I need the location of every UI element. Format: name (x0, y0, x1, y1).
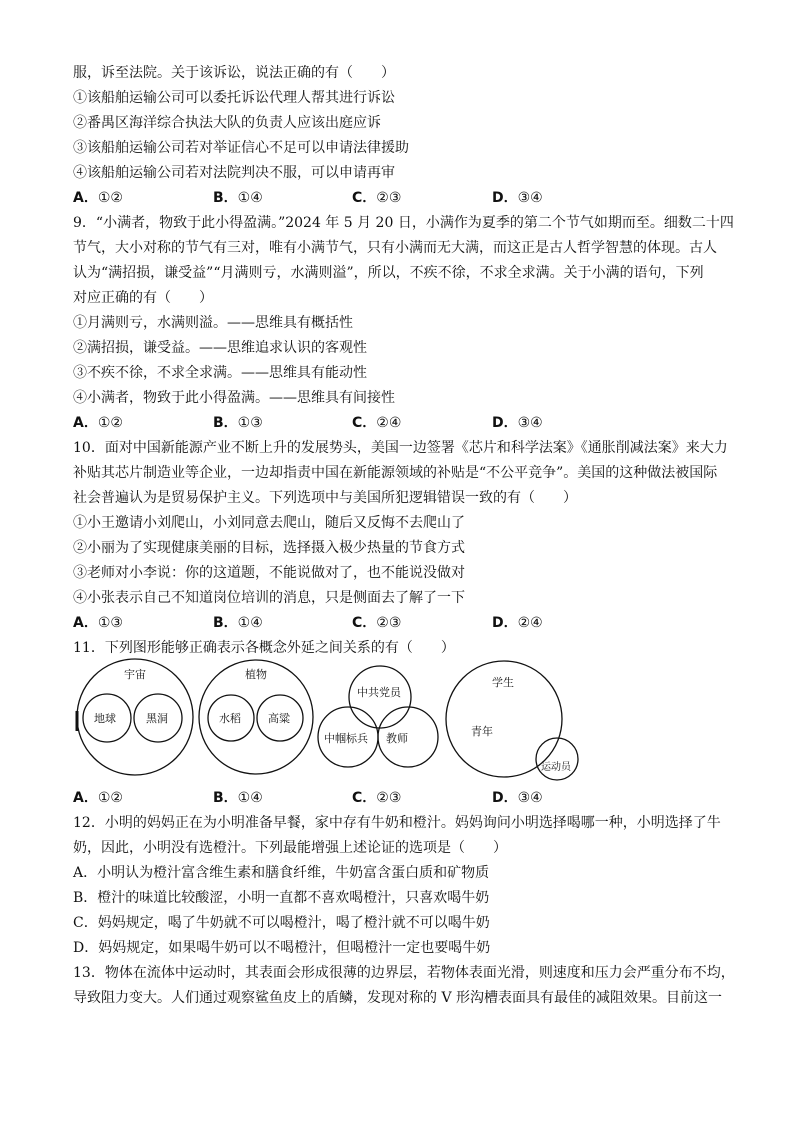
q11-options (73, 788, 733, 808)
figure-1-right-label: 黑洞 (146, 712, 168, 725)
q9-stem-line-1: 9．“小满者，物致于此小得盈满。”2024 年 5 月 20 日，小满作为夏季的第二个节气如期而至。细数二十四 (73, 215, 734, 231)
figure-1-left-label: 地球 (94, 712, 116, 725)
q8-statement-3: ③该船舶运输公司若对举证信心不足可以申请法律援助 (73, 140, 409, 156)
q9-option-d[interactable]: D．③④ (492, 415, 543, 431)
q10-option-d[interactable]: D．②④ (492, 615, 543, 631)
q11-figure-3 (318, 666, 438, 767)
q10-option-c[interactable]: C．②③ (352, 615, 402, 631)
q9-option-a[interactable]: A．①② (73, 415, 123, 431)
q9-statement-1: ①月满则亏，水满则溢。——思维具有概括性 (73, 315, 353, 331)
q8-options (73, 188, 733, 208)
q11-option-a[interactable]: A．①② (73, 790, 123, 806)
q12-stem-line-2: 奶，因此，小明没有选橙汁。下列最能增强上述论证的选项是（ ） (73, 840, 507, 856)
q10-stem-line-2: 补贴其芯片制造业等企业，一边却指责中国在新能源领域的补贴是“不公平竞争”。美国的这种做法被国际 (73, 465, 718, 481)
figure-4-inner-label: 青年 (471, 725, 493, 738)
q8-option-a[interactable]: A．①② (73, 190, 123, 206)
figure-4-small-label: 运动员 (541, 762, 571, 773)
figure-3-top-label: 中共党员 (357, 686, 401, 699)
q13-stem-line-1: 13．物体在流体中运动时，其表面会形成很薄的边界层，若物体表面光滑，则速度和压力会严重分布不均， (73, 965, 735, 981)
q10-option-a[interactable]: A．①③ (73, 615, 123, 631)
q8-option-b[interactable]: B．①④ (213, 190, 263, 206)
q13-stem-line-2: 导致阻力变大。人们通过观察鲨鱼皮上的盾鳞，发现对称的 V 形沟槽表面具有最佳的减阻效果。目前这一 (73, 990, 723, 1006)
q10-options (73, 613, 733, 633)
q11-option-b[interactable]: B．①④ (213, 790, 263, 806)
q9-stem-line-3: 认为“满招损，谦受益”“月满则亏，水满则溢”，所以，不疾不徐，不求全求满。关于小满的语句，下列 (73, 265, 704, 281)
q11-option-c[interactable]: C．②③ (352, 790, 402, 806)
figure-2-right-label: 高粱 (268, 712, 290, 725)
q10-stem-line-1: 10．面对中国新能源产业不断上升的发展势头，美国一边签署《芯片和科学法案》《通胀削减法案》来大力 (73, 440, 728, 456)
figure-1-outer-label: 宇宙 (124, 668, 146, 681)
q10-statement-3: ③老师对小李说：你的这道题，不能说做对了，也不能说没做对 (73, 565, 465, 581)
figure-3-left-label: 中帼标兵 (324, 732, 368, 745)
q12-choice-b[interactable]: B．橙汁的味道比较酸涩，小明一直都不喜欢喝橙汁，只喜欢喝牛奶 (73, 890, 490, 906)
q9-option-c[interactable]: C．②④ (352, 415, 402, 431)
q8-statement-1: ①该船舶运输公司可以委托诉讼代理人帮其进行诉讼 (73, 90, 395, 106)
q10-statement-4: ④小张表示自己不知道岗位培训的消息，只是侧面去了解了一下 (73, 590, 465, 606)
figure-3-right-label: 教师 (386, 732, 408, 745)
q8-stem-tail: 服，诉至法院。关于该诉讼，说法正确的有（ ） (73, 65, 395, 81)
q12-stem-line-1: 12．小明的妈妈正在为小明准备早餐，家中存有牛奶和橙汁。妈妈询问小明选择喝哪一种，小明选择了牛 (73, 815, 721, 831)
q12-choice-c[interactable]: C．妈妈规定，喝了牛奶就不可以喝橙汁，喝了橙汁就不可以喝牛奶 (73, 915, 490, 931)
q11-stem: 11．下列图形能够正确表示各概念外延之间关系的有（ ） (73, 640, 455, 656)
q10-statement-1: ①小王邀请小刘爬山，小刘同意去爬山，随后又反悔不去爬山了 (73, 515, 465, 531)
q10-statement-2: ②小丽为了实现健康美丽的目标，选择摄入极少热量的节食方式 (73, 540, 465, 556)
q8-option-c[interactable]: C．②③ (352, 190, 402, 206)
figure-4-small-circle (536, 738, 578, 780)
q9-statement-2: ②满招损，谦受益。——思维追求认识的客观性 (73, 340, 367, 356)
q9-options (73, 413, 733, 433)
q10-option-b[interactable]: B．①④ (213, 615, 263, 631)
q9-statement-4: ④小满者，物致于此小得盈满。——思维具有间接性 (73, 390, 395, 406)
q11-venn-figures (60, 658, 600, 782)
figure-2-left-label: 水稻 (219, 712, 241, 725)
q8-statement-4: ④该船舶运输公司若对法院判决不服，可以申请再审 (73, 165, 395, 181)
q12-choice-a[interactable]: A．小明认为橙汁富含维生素和膳食纤维，牛奶富含蛋白质和矿物质 (73, 865, 490, 881)
figure-2-outer-label: 植物 (245, 668, 267, 681)
q8-option-d[interactable]: D．③④ (492, 190, 543, 206)
q12-choice-d[interactable]: D．妈妈规定，如果喝牛奶可以不喝橙汁，但喝橙汁一定也要喝牛奶 (73, 940, 491, 956)
q9-stem-line-4: 对应正确的有（ ） (73, 290, 213, 306)
q8-statement-2: ②番禺区海洋综合执法大队的负责人应该出庭应诉 (73, 115, 381, 131)
q10-stem-line-3: 社会普遍认为是贸易保护主义。下列选项中与美国所犯逻辑错误一致的有（ ） (73, 490, 577, 506)
q9-option-b[interactable]: B．①③ (213, 415, 263, 431)
q9-stem-line-2: 节气，大小对称的节气有三对，唯有小满节气，只有小满而无大满，而这正是古人哲学智慧的体现。古人 (73, 240, 717, 256)
q11-option-d[interactable]: D．③④ (492, 790, 543, 806)
q9-statement-3: ③不疾不徐，不求全求满。——思维具有能动性 (73, 365, 367, 381)
figure-4-outer-label: 学生 (492, 676, 514, 689)
